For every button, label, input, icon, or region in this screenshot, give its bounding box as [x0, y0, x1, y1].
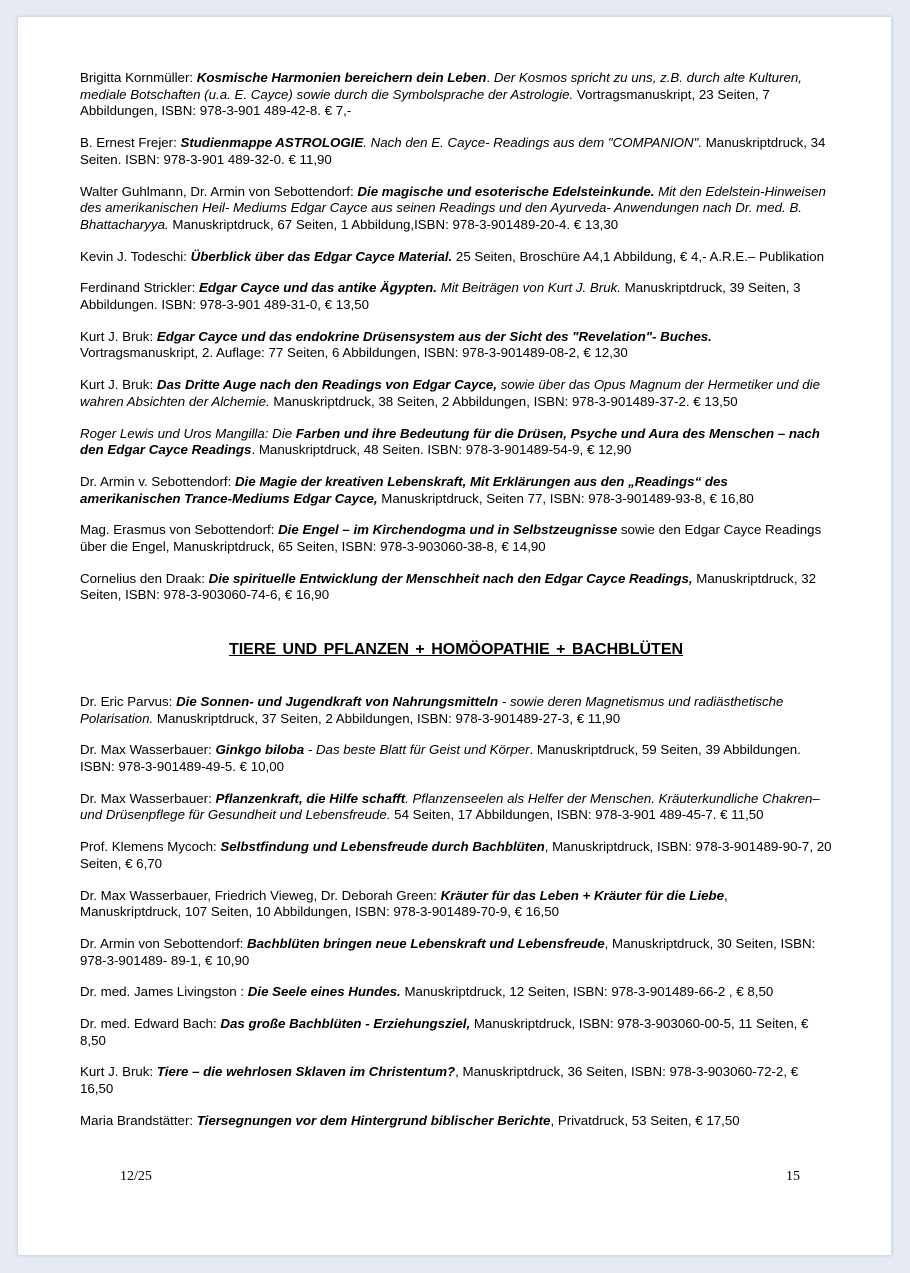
entry-text: Maria Brandstätter:: [80, 1112, 197, 1128]
entry-text: .: [486, 70, 494, 85]
entry-text: sowie über das Opus Magnum der Hermetiker und die wahren Absichten der Alchemie.: [80, 377, 820, 409]
catalog-entry: [80, 184, 832, 234]
section-heading: TIERE UND PFLANZEN + HOMÖOPATHIE + BACHBLÜTEN: [228, 641, 684, 659]
entry-text: . Manuskriptdruck, 59 Seiten, 39 Abbildungen. ISBN: 978-3-901489-49-5. € 10,00: [80, 742, 801, 774]
catalog-entry: [80, 426, 832, 459]
entry-text: Brigitta Kornmüller:: [80, 70, 197, 85]
entry-text: , Manuskriptdruck, ISBN: 978-3-901489-90-7, 20 Seiten, € 6,70: [80, 839, 832, 871]
entry-text: Manuskriptdruck, 38 Seiten, 2 Abbildungen, ISBN: 978-3-901489-37-2. € 13,50: [269, 393, 738, 409]
catalog-entry: [80, 888, 832, 921]
book-title: Die spirituelle Entwicklung der Menschheit nach den Edgar Cayce Readings,: [208, 570, 693, 586]
catalog-entry: [80, 377, 832, 410]
entry-text: . Nach den E. Cayce- Readings aus dem "COMPANION".: [363, 135, 703, 151]
entry-text: , Manuskriptdruck, 30 Seiten, ISBN: 978-3-901489- 89-1, € 10,90: [80, 935, 816, 968]
entry-list-bottom: [80, 694, 832, 1130]
entry-text: Vortragsmanuskript, 2. Auflage: 77 Seiten, 6 Abbildungen, ISBN: 978-3-901489-08-2, € 12,30: [80, 345, 628, 361]
catalog-entry: [80, 522, 832, 555]
entry-list-top: [80, 70, 832, 604]
catalog-entry: [80, 249, 832, 266]
book-title: Tiersegnungen vor dem Hintergrund biblischer Berichte: [196, 1112, 551, 1128]
entry-text: Cornelius den Draak:: [80, 570, 209, 586]
book-title: Edgar Cayce und das endokrine Drüsensystem aus der Sicht des "Revelation"- Buches.: [156, 328, 712, 344]
catalog-entry: [80, 280, 832, 313]
book-title: Kräuter für das Leben + Kräuter für die Liebe: [440, 887, 725, 903]
entry-text: Dr. Armin von Sebottendorf:: [80, 935, 248, 951]
entry-text: Dr. Max Wasserbauer:: [80, 790, 216, 806]
entry-text: - sowie deren Magnetismus und radiästhetische Polarisation.: [80, 693, 784, 726]
entry-text: Kurt J. Bruk:: [80, 328, 157, 344]
entry-text: Kurt J. Bruk:: [80, 1064, 157, 1080]
entry-text: Dr. Eric Parvus:: [80, 693, 177, 709]
book-title: Das Dritte Auge nach den Readings von Edgar Cayce,: [156, 377, 498, 393]
entry-text: Der Kosmos spricht zu uns, z.B. durch alte Kulturen, mediale Botschaften (u.a. E. Cayce) sowie durch die Symbolsprache der Astrologie.: [80, 70, 802, 102]
entry-text: Manuskriptdruck, 34 Seiten. ISBN: 978-3-901 489-32-0. € 11,90: [80, 135, 826, 167]
book-title: Pflanzenkraft, die Hilfe schafft: [215, 790, 406, 806]
entry-text: , Manuskriptdruck, 36 Seiten, ISBN: 978-3-903060-72-2, € 16,50: [80, 1064, 799, 1097]
entry-text: Manuskriptdruck, 32 Seiten, ISBN: 978-3-903060-74-6, € 16,90: [80, 570, 817, 603]
entry-text: Dr. Max Wasserbauer, Friedrich Vieweg, Dr. Deborah Green:: [80, 887, 441, 903]
entry-text: Manuskriptdruck, ISBN: 978-3-903060-00-5, 11 Seiten, € 8,50: [80, 1016, 809, 1048]
entry-text: Walter Guhlmann, Dr. Armin von Sebottendorf:: [80, 183, 358, 199]
book-title: Selbstfindung und Lebensfreude durch Bachblüten: [220, 839, 545, 855]
entry-text: Prof. Klemens Mycoch:: [80, 839, 221, 855]
entry-text: 54 Seiten, 17 Abbildungen, ISBN: 978-3-901 489-45-7. € 11,50: [390, 807, 764, 823]
document-page: [18, 17, 891, 1255]
book-title: Das große Bachblüten - Erziehungsziel,: [220, 1016, 471, 1032]
entry-text: . Manuskriptdruck, 48 Seiten. ISBN: 978-3-901489-54-9, € 12,90: [251, 442, 632, 458]
entry-text: , Manuskriptdruck, 107 Seiten, 10 Abbildungen, ISBN: 978-3-901489-70-9, € 16,50: [80, 887, 728, 920]
catalog-entry: [80, 936, 832, 969]
entry-text: Roger Lewis und Uros Mangilla: Die: [80, 425, 296, 441]
catalog-entry: [80, 329, 832, 362]
book-title: Ginkgo biloba: [215, 742, 305, 758]
book-title: Edgar Cayce und das antike Ägypten.: [198, 280, 437, 296]
entry-text: Mit Beiträgen von Kurt J. Bruk.: [436, 280, 621, 296]
entry-text: Manuskriptdruck, Seiten 77, ISBN: 978-3-901489-93-8, € 16,80: [377, 490, 754, 506]
book-title: Die Magie der kreativen Lebenskraft, Mit Erklärungen aus den „Readings“ des amerikanischen Trance-Mediums Edgar Cayce,: [80, 473, 728, 506]
entry-text: Manuskriptdruck, 67 Seiten, 1 Abbildung,ISBN: 978-3-901489-20-4. € 13,30: [168, 216, 619, 232]
catalog-entry: [80, 791, 832, 824]
entry-text: Dr. med. James Livingston :: [80, 984, 248, 1000]
entry-text: Dr. Armin v. Sebottendorf:: [80, 473, 235, 489]
catalog-entry: [80, 694, 832, 727]
entry-text: B. Ernest Frejer:: [80, 135, 181, 151]
catalog-entry: [80, 70, 832, 120]
catalog-entry: [80, 1064, 832, 1097]
entry-text: sowie den Edgar Cayce Readings über die Engel, Manuskriptdruck, 65 Seiten, ISBN: 978-3-903060-38-8, € 14,90: [80, 522, 822, 555]
book-title: Überblick über das Edgar Cayce Material.: [190, 248, 453, 264]
book-title: Tiere – die wehrlosen Sklaven im Christentum?: [156, 1064, 456, 1080]
book-title: Farben und ihre Bedeutung für die Drüsen, Psyche und Aura des Menschen – nach den Edgar Cayce Readings: [80, 425, 820, 458]
page-number: 15: [786, 1169, 800, 1184]
entry-text: Vortragsmanuskript, 23 Seiten, 7 Abbildungen, ISBN: 978-3-901 489-42-8. € 7,-: [80, 86, 770, 119]
book-title: Bachblüten bringen neue Lebenskraft und Lebensfreude: [247, 935, 605, 951]
book-title: Die Sonnen- und Jugendkraft von Nahrungsmitteln: [176, 693, 499, 709]
entry-text: Manuskriptdruck, 37 Seiten, 2 Abbildungen, ISBN: 978-3-901489-27-3, € 11,90: [153, 710, 621, 726]
book-title: Die Seele eines Hundes.: [247, 984, 401, 1000]
entry-text: Kevin J. Todeschi:: [80, 248, 191, 264]
footer-left: 12/25: [120, 1169, 152, 1184]
entry-text: Manuskriptdruck, 12 Seiten, ISBN: 978-3-901489-66-2 , € 8,50: [400, 984, 774, 1000]
catalog-entry: [80, 135, 832, 168]
page-content: [80, 70, 832, 1145]
entry-text: Dr. med. Edward Bach:: [80, 1016, 221, 1032]
catalog-entry: [80, 1016, 832, 1049]
book-title: Die magische und esoterische Edelsteinkunde.: [357, 183, 655, 199]
catalog-entry: [80, 474, 832, 507]
book-title: Die Engel – im Kirchendogma und in Selbstzeugnisse: [278, 522, 618, 538]
catalog-entry: [80, 1113, 832, 1130]
entry-text: Kurt J. Bruk:: [80, 377, 157, 393]
entry-text: Mit den Edelstein-Hinweisen des amerikanischen Heil- Mediums Edgar Cayce aus seinen Readings und den Ayurveda- Anwendungen nach Dr. med. B. Bhattacharyya.: [80, 183, 826, 232]
entry-text: Ferdinand Strickler:: [80, 280, 199, 296]
catalog-entry: [80, 742, 832, 775]
entry-text: Manuskriptdruck, 39 Seiten, 3 Abbildungen. ISBN: 978-3-901 489-31-0, € 13,50: [80, 280, 801, 313]
entry-text: , Privatdruck, 53 Seiten, € 17,50: [550, 1112, 740, 1128]
book-title: Studienmappe ASTROLOGIE: [180, 135, 364, 151]
catalog-entry: [80, 571, 832, 604]
book-title: Kosmische Harmonien bereichern dein Leben: [196, 70, 487, 85]
entry-text: 25 Seiten, Broschüre A4,1 Abbildung, € 4,- A.R.E.– Publikation: [452, 248, 825, 264]
entry-text: Dr. Max Wasserbauer:: [80, 742, 216, 758]
catalog-entry: [80, 984, 832, 1001]
entry-text: . Pflanzenseelen als Helfer der Menschen. Kräuterkundliche Chakren– und Drüsenpflege für Gesundheit und Lebensfreude.: [80, 790, 820, 823]
entry-text: Mag. Erasmus von Sebottendorf:: [80, 522, 279, 538]
catalog-entry: [80, 839, 832, 872]
entry-text: - Das beste Blatt für Geist und Körper: [304, 742, 530, 758]
